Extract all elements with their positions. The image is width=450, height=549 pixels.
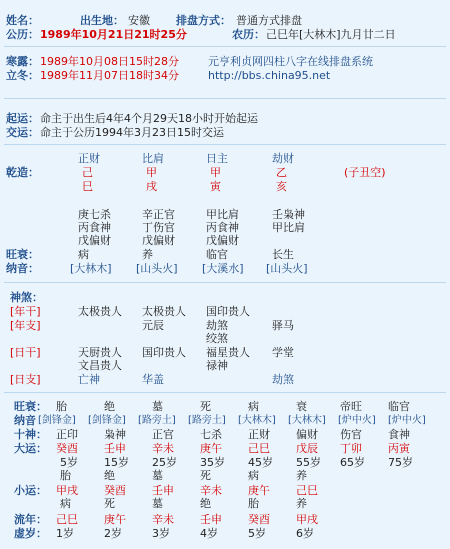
xusui-age: 3岁	[152, 527, 170, 540]
hidden-stem: 丙食神	[78, 221, 111, 234]
nayin-hour: [山头火]	[266, 262, 308, 275]
shensha-item: 太极贵人	[78, 305, 122, 318]
shishen-label: 十神：	[14, 428, 47, 441]
dayun-age: 45岁	[248, 456, 273, 469]
hidden-stem: 丙食神	[206, 221, 239, 234]
shensha-item: 元辰	[142, 319, 164, 332]
xiaoyun-state: 胎	[248, 497, 259, 510]
liunian-pillar: 壬申	[200, 513, 222, 526]
jiaoyun-value: 命主于公历1994年3月23日15时交运	[40, 126, 224, 139]
dayun-age: 5岁	[60, 456, 78, 469]
xiaoyun-pillar: 壬申	[152, 484, 174, 497]
shensha-item: 太极贵人	[142, 305, 186, 318]
lunar-value: 己巳年[大林木]九月廿二日	[266, 28, 396, 41]
method-value: 普通方式排盘	[236, 14, 302, 27]
shensha-tag: [年干]	[10, 305, 41, 318]
qiyun-value: 命主于出生后4年4个月29天18小时开始起运	[40, 112, 258, 125]
dayun-nayin: [路旁土]	[138, 415, 176, 426]
dayun-shishen: 正财	[248, 428, 270, 441]
pillar-branch-hour: 亥	[276, 180, 287, 193]
jiaoyun-label: 交运：	[6, 126, 39, 139]
birthplace-value: 安徽	[128, 14, 150, 27]
hidden-stem: 戊偏财	[78, 234, 111, 247]
xiaoyun-state: 死	[104, 497, 115, 510]
shensha-tag: [日干]	[10, 346, 41, 359]
xusui-age: 5岁	[248, 527, 266, 540]
dayun-pillar: 癸酉	[56, 442, 78, 455]
dayun-pillar: 壬申	[104, 442, 126, 455]
hanlu-value: 1989年10月08日15时28分	[40, 55, 179, 68]
xiaoyun-pillar: 癸酉	[104, 484, 126, 497]
dayun-shishen: 枭神	[104, 428, 126, 441]
wangshuai-day: 临官	[206, 248, 228, 261]
xiaoyun-pillar: 庚午	[248, 484, 270, 497]
hidden-stem: 庚七杀	[78, 208, 111, 221]
gregorian-label: 公历：	[6, 28, 39, 41]
hidden-stem: 甲比肩	[272, 221, 305, 234]
dayun-wangshuai: 绝	[104, 400, 115, 413]
dayun-wangshuai: 死	[200, 400, 211, 413]
shensha-item: 国印贵人	[142, 346, 186, 359]
dayun-state: 死	[200, 469, 211, 482]
divider	[4, 282, 446, 283]
wangshuai-year: 病	[78, 248, 89, 261]
xusui-age: 1岁	[56, 527, 74, 540]
pillar-tengod-day: 日主	[206, 152, 228, 165]
dayun-shishen: 正官	[152, 428, 174, 441]
liunian-pillar: 庚午	[104, 513, 126, 526]
wangshuai-hour: 长生	[272, 248, 294, 261]
dayun-pillar: 丙寅	[388, 442, 410, 455]
pillar-stem-year: 己	[82, 166, 93, 179]
xiaoyun-state: 养	[296, 497, 307, 510]
wangshuai-label: 旺衰：	[6, 248, 39, 261]
dayun-age: 25岁	[152, 456, 177, 469]
nayin-month: [山头火]	[136, 262, 178, 275]
dayun-label: 大运：	[14, 442, 47, 455]
pillar-stem-day: 甲	[210, 166, 221, 179]
kongwang: (子丑空)	[344, 166, 386, 179]
hidden-stem: 丁伤官	[142, 221, 175, 234]
dayun-age: 15岁	[104, 456, 129, 469]
shensha-item: 劫煞	[272, 373, 294, 386]
dayun-state: 养	[296, 469, 307, 482]
shensha-item: 劫煞	[206, 319, 228, 332]
pillar-branch-day: 寅	[210, 180, 221, 193]
dayun-wangshuai: 帝旺	[340, 400, 362, 413]
birthplace-label: 出生地：	[80, 14, 124, 27]
divider	[4, 392, 446, 393]
xusui-age: 6岁	[296, 527, 314, 540]
dayun-nayin: [大林木]	[288, 415, 326, 426]
xusui-age: 2岁	[104, 527, 122, 540]
shensha-item: 文昌贵人	[78, 359, 122, 372]
xiaoyun-pillar: 己巳	[296, 484, 318, 497]
dayun-state: 病	[248, 469, 259, 482]
liunian-pillar: 癸酉	[248, 513, 270, 526]
xiaoyun-state: 病	[60, 497, 71, 510]
xiaoyun-state: 绝	[200, 497, 211, 510]
xusui-label: 虚岁：	[14, 527, 47, 540]
xusui-age: 4岁	[200, 527, 218, 540]
dayun-age: 65岁	[340, 456, 365, 469]
dayun-shishen: 七杀	[200, 428, 222, 441]
dayun-age: 35岁	[200, 456, 225, 469]
dayun-shishen: 偏财	[296, 428, 318, 441]
shensha-item: 国印贵人	[206, 305, 250, 318]
lidong-value: 1989年11月07日18时34分	[40, 69, 179, 82]
dayun-nayin: [路旁土]	[188, 415, 226, 426]
shensha-item: 福星贵人	[206, 346, 250, 359]
dayun-shishen: 正印	[56, 428, 78, 441]
pillar-tengod-year: 正财	[78, 152, 100, 165]
dayun-pillar: 庚午	[200, 442, 222, 455]
hidden-stem: 戊偏财	[206, 234, 239, 247]
shensha-tag: [日支]	[10, 373, 41, 386]
nayin-label: 纳音：	[6, 262, 39, 275]
liunian-pillar: 辛未	[152, 513, 174, 526]
nayin-day: [大溪水]	[202, 262, 244, 275]
divider	[4, 46, 446, 47]
dayun-nayin-label: 纳音	[14, 414, 36, 427]
divider	[4, 144, 446, 145]
hidden-stem: 壬枭神	[272, 208, 305, 221]
site-name: 元亨利贞网四柱八字在线排盘系统	[208, 55, 373, 68]
dayun-state: 绝	[104, 469, 115, 482]
dayun-nayin: [剑锋金]	[88, 415, 126, 426]
name-label: 姓名：	[6, 14, 39, 27]
dayun-wangshuai: 病	[248, 400, 259, 413]
hidden-stem: 辛正官	[142, 208, 175, 221]
pillar-tengod-month: 比肩	[142, 152, 164, 165]
divider	[4, 98, 446, 99]
hanlu-label: 寒露：	[6, 55, 39, 68]
dayun-state: 墓	[152, 469, 163, 482]
dayun-nayin: [炉中火]	[338, 415, 376, 426]
shensha-item: 天厨贵人	[78, 346, 122, 359]
liunian-pillar: 甲戌	[296, 513, 318, 526]
liunian-label: 流年：	[14, 513, 47, 526]
lidong-label: 立冬：	[6, 69, 39, 82]
xiaoyun-pillar: 甲戌	[56, 484, 78, 497]
dayun-wangshuai-label: 旺衰：	[14, 400, 47, 413]
dayun-nayin: [大林木]	[238, 415, 276, 426]
pillar-stem-hour: 乙	[276, 166, 287, 179]
pillar-branch-month: 戌	[146, 180, 157, 193]
dayun-wangshuai: 临官	[388, 400, 410, 413]
dayun-nayin: [炉中火]	[388, 415, 426, 426]
dayun-shishen: 食神	[388, 428, 410, 441]
site-url[interactable]: http://bbs.china95.net	[208, 69, 331, 82]
shensha-tag: [年支]	[10, 319, 41, 332]
liunian-pillar: 己巳	[56, 513, 78, 526]
shensha-label: 神煞：	[10, 291, 43, 304]
nayin-year: [大林木]	[70, 262, 112, 275]
pillar-stem-month: 甲	[146, 166, 157, 179]
dayun-shishen: 伤官	[340, 428, 362, 441]
lunar-label: 农历：	[232, 28, 265, 41]
dayun-wangshuai: 胎	[56, 400, 67, 413]
dayun-pillar: 丁卯	[340, 442, 362, 455]
xiaoyun-pillar: 辛未	[200, 484, 222, 497]
method-label: 排盘方式：	[176, 14, 231, 27]
dayun-age: 75岁	[388, 456, 413, 469]
dayun-state: 胎	[60, 469, 71, 482]
shensha-item: 学堂	[272, 346, 294, 359]
shensha-item: 禄神	[206, 359, 228, 372]
dayun-age: 55岁	[296, 456, 321, 469]
hidden-stem: 戊偏财	[142, 234, 175, 247]
qiyun-label: 起运：	[6, 112, 39, 125]
dayun-pillar: 戊辰	[296, 442, 318, 455]
pillars-label: 乾造：	[6, 166, 39, 179]
xiaoyun-state: 墓	[152, 497, 163, 510]
wangshuai-month: 养	[142, 248, 153, 261]
pillar-tengod-hour: 劫财	[272, 152, 294, 165]
gregorian-value: 1989年10月21日21时25分	[40, 28, 187, 41]
dayun-nayin: [剑锋金]	[38, 415, 76, 426]
shensha-item: 驿马	[272, 319, 294, 332]
shensha-item: 绞煞	[206, 332, 228, 345]
xiaoyun-label: 小运：	[14, 484, 47, 497]
shensha-item: 亡神	[78, 373, 100, 386]
dayun-pillar: 辛未	[152, 442, 174, 455]
pillar-branch-year: 巳	[82, 180, 93, 193]
dayun-pillar: 己巳	[248, 442, 270, 455]
dayun-wangshuai: 墓	[152, 400, 163, 413]
shensha-item: 华盖	[142, 373, 164, 386]
hidden-stem: 甲比肩	[206, 208, 239, 221]
dayun-wangshuai: 衰	[296, 400, 307, 413]
